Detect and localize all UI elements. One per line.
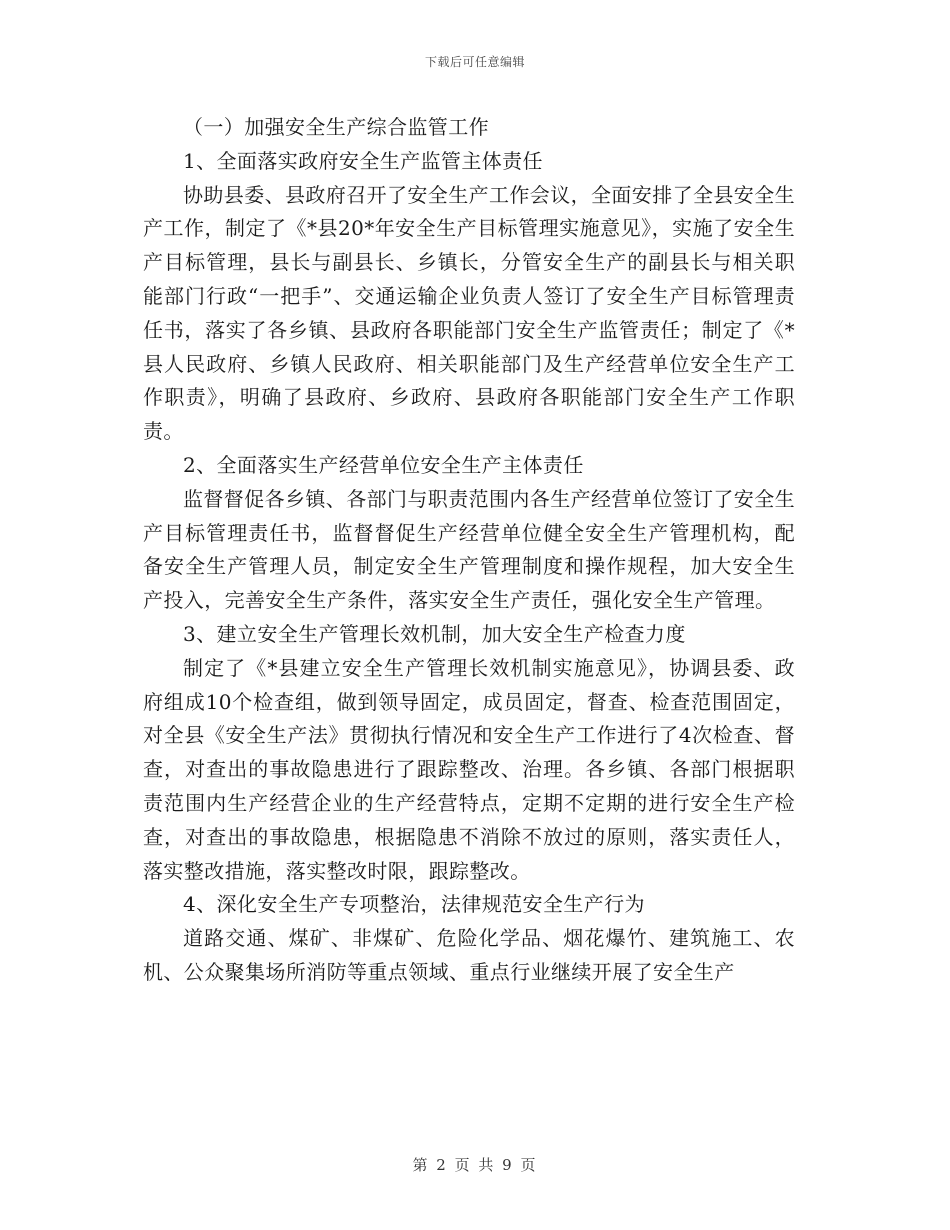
subsection-heading-3: 3、建立安全生产管理长效机制，加大安全生产检查力度 bbox=[183, 621, 686, 646]
page-footer: 第 2 页 共 9 页 bbox=[412, 1156, 538, 1174]
paragraph-2: 监督督促各乡镇、各部门与职责范围内各生产经营单位签订了安全生产目标管理责任书，监督督促生产经营单位健全安全生产管理机构，配备安全生产管理人员，制定安全生产管理制度和操作规程，加大安全生产投入，完善安全生产条件，落实安全生产责任，强化安全生产管理。 bbox=[143, 486, 795, 613]
page-header: 下载后可任意编辑 bbox=[424, 55, 525, 69]
subsection-heading-1: 1、全面落实政府安全生产监管主体责任 bbox=[183, 148, 543, 173]
subsection-heading-2: 2、全面落实生产经营单位安全生产主体责任 bbox=[183, 452, 584, 477]
paragraph-3: 制定了《*县建立安全生产管理长效机制实施意见》，协调县委、政府组成10个检查组，做到领导固定，成员固定，督查、检查范围固定，对全县《安全生产法》贯彻执行情况和安全生产工作进行了4次检查、督查，对查出的事故隐患进行了跟踪整改、治理。各乡镇、各部门根据职责范围内生产经营企业的生产经营特点，定期不定期的进行安全生产检查，对查出的事故隐患，根据隐患不消除不放过的原则，落实责任人，落实整改措施，落实整改时限，跟踪整改。 bbox=[143, 655, 795, 883]
subsection-heading-4: 4、深化安全生产专项整治，法律规范安全生产行为 bbox=[183, 892, 645, 917]
paragraph-4: 道路交通、煤矿、非煤矿、危险化学品、烟花爆竹、建筑施工、农机、公众聚集场所消防等重点领域、重点行业继续开展了安全生产 bbox=[143, 926, 795, 984]
paragraph-1: 协助县委、县政府召开了安全生产工作会议，全面安排了全县安全生产工作，制定了《*县20*年安全生产目标管理实施意见》，实施了安全生产目标管理，县长与副县长、乡镇长，分管安全生产的副县长与相关职能部门行政“一把手”、交通运输企业负责人签订了安全生产目标管理责任书，落实了各乡镇、县政府各职能部门安全生产监管责任；制定了《*县人民政府、乡镇人民政府、相关职能部门及生产经营单位安全生产工作职责》，明确了县政府、乡政府、县政府各职能部门安全生产工作职责。 bbox=[143, 182, 795, 444]
section-heading: （一）加强安全生产综合监管工作 bbox=[183, 115, 489, 139]
document-body bbox=[143, 111, 795, 990]
